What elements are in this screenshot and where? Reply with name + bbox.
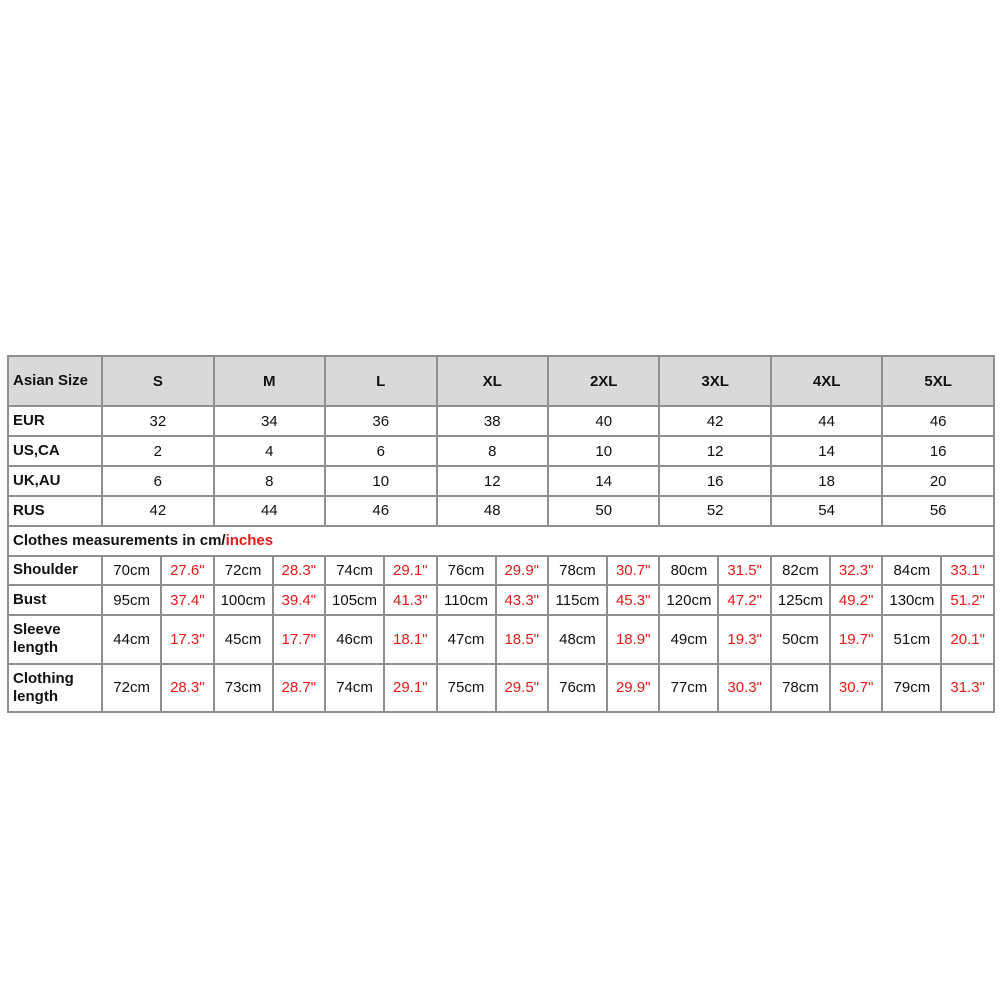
cm-value: 44cm (103, 616, 160, 662)
inch-value: 30.7" (831, 665, 881, 711)
size-value: 14 (549, 467, 658, 495)
inch-value: 28.3" (162, 665, 212, 711)
size-value: 18 (772, 467, 881, 495)
inch-value: 28.3" (274, 557, 324, 585)
table-row (9, 437, 993, 465)
inch-value: 27.6" (162, 557, 212, 585)
size-value: 34 (215, 407, 324, 435)
size-heading: 4XL (772, 357, 881, 405)
header-row (9, 357, 993, 405)
cm-value: 125cm (772, 586, 829, 614)
size-value: 16 (883, 437, 993, 465)
size-value: 6 (103, 467, 212, 495)
size-chart-table (7, 355, 995, 713)
cm-value: 115cm (549, 586, 606, 614)
cm-value: 76cm (549, 665, 606, 711)
size-value: 6 (326, 437, 435, 465)
row-label: EUR (9, 407, 101, 435)
row-label: RUS (9, 497, 101, 525)
row-label: Clothing length (9, 665, 101, 711)
inch-value: 39.4" (274, 586, 324, 614)
size-heading: 5XL (883, 357, 993, 405)
cm-value: 74cm (326, 557, 383, 585)
table-row (9, 557, 993, 585)
cm-value: 70cm (103, 557, 160, 585)
inch-value: 29.1" (385, 557, 435, 585)
cm-value: 77cm (660, 665, 717, 711)
size-value: 32 (103, 407, 212, 435)
inch-value: 17.3" (162, 616, 212, 662)
inch-value: 28.7" (274, 665, 324, 711)
cm-value: 82cm (772, 557, 829, 585)
size-value: 14 (772, 437, 881, 465)
header-label: Asian Size (9, 357, 101, 405)
size-value: 44 (215, 497, 324, 525)
table-row (9, 616, 993, 662)
inch-value: 47.2" (719, 586, 769, 614)
inch-value: 37.4" (162, 586, 212, 614)
cm-value: 51cm (883, 616, 940, 662)
cm-value: 72cm (215, 557, 272, 585)
size-value: 10 (326, 467, 435, 495)
inch-value: 31.3" (942, 665, 993, 711)
inch-value: 29.9" (608, 665, 658, 711)
size-heading: XL (438, 357, 547, 405)
section-highlight: inches (225, 532, 274, 550)
table-row (9, 665, 993, 711)
inch-value: 17.7" (274, 616, 324, 662)
inch-value: 18.9" (608, 616, 658, 662)
size-heading: 3XL (660, 357, 769, 405)
size-value: 8 (215, 467, 324, 495)
size-value: 12 (438, 467, 547, 495)
cm-value: 50cm (772, 616, 829, 662)
cm-value: 78cm (549, 557, 606, 585)
row-label: Sleeve length (9, 616, 101, 662)
cm-value: 48cm (549, 616, 606, 662)
inch-value: 20.1" (942, 616, 993, 662)
cm-value: 47cm (438, 616, 495, 662)
size-chart-body (9, 357, 993, 711)
size-value: 20 (883, 467, 993, 495)
size-value: 2 (103, 437, 212, 465)
cm-value: 45cm (215, 616, 272, 662)
inch-value: 49.2" (831, 586, 881, 614)
size-heading: 2XL (549, 357, 658, 405)
size-value: 56 (883, 497, 993, 525)
inch-value: 30.3" (719, 665, 769, 711)
inch-value: 29.1" (385, 665, 435, 711)
size-value: 46 (883, 407, 993, 435)
inch-value: 33.1" (942, 557, 993, 585)
section-title (9, 527, 993, 555)
size-value: 52 (660, 497, 769, 525)
size-value: 50 (549, 497, 658, 525)
size-value: 12 (660, 437, 769, 465)
table-row (9, 497, 993, 525)
row-label: UK,AU (9, 467, 101, 495)
size-value: 16 (660, 467, 769, 495)
cm-value: 76cm (438, 557, 495, 585)
size-value: 46 (326, 497, 435, 525)
size-value: 36 (326, 407, 435, 435)
table-row (9, 586, 993, 614)
section-row (9, 527, 993, 555)
cm-value: 80cm (660, 557, 717, 585)
inch-value: 18.1" (385, 616, 435, 662)
size-heading: L (326, 357, 435, 405)
table-row (9, 467, 993, 495)
cm-value: 120cm (660, 586, 717, 614)
cm-value: 79cm (883, 665, 940, 711)
cm-value: 100cm (215, 586, 272, 614)
size-heading: M (215, 357, 324, 405)
cm-value: 110cm (438, 586, 495, 614)
size-value: 38 (438, 407, 547, 435)
size-heading: S (103, 357, 212, 405)
row-label: US,CA (9, 437, 101, 465)
section-text: Clothes measurements in cm/ (13, 532, 226, 550)
cm-value: 72cm (103, 665, 160, 711)
cm-value: 75cm (438, 665, 495, 711)
size-value: 42 (660, 407, 769, 435)
cm-value: 49cm (660, 616, 717, 662)
size-value: 42 (103, 497, 212, 525)
cm-value: 130cm (883, 586, 940, 614)
cm-value: 105cm (326, 586, 383, 614)
size-value: 4 (215, 437, 324, 465)
size-value: 8 (438, 437, 547, 465)
inch-value: 31.5" (719, 557, 769, 585)
inch-value: 30.7" (608, 557, 658, 585)
row-label: Bust (9, 586, 101, 614)
inch-value: 43.3" (497, 586, 547, 614)
inch-value: 51.2" (942, 586, 993, 614)
cm-value: 78cm (772, 665, 829, 711)
size-value: 54 (772, 497, 881, 525)
inch-value: 45.3" (608, 586, 658, 614)
size-value: 10 (549, 437, 658, 465)
inch-value: 29.9" (497, 557, 547, 585)
cm-value: 74cm (326, 665, 383, 711)
size-value: 48 (438, 497, 547, 525)
cm-value: 73cm (215, 665, 272, 711)
inch-value: 19.3" (719, 616, 769, 662)
inch-value: 18.5" (497, 616, 547, 662)
cm-value: 46cm (326, 616, 383, 662)
inch-value: 29.5" (497, 665, 547, 711)
inch-value: 41.3" (385, 586, 435, 614)
row-label: Shoulder (9, 557, 101, 585)
table-row (9, 407, 993, 435)
size-value: 40 (549, 407, 658, 435)
inch-value: 19.7" (831, 616, 881, 662)
size-value: 44 (772, 407, 881, 435)
inch-value: 32.3" (831, 557, 881, 585)
cm-value: 95cm (103, 586, 160, 614)
cm-value: 84cm (883, 557, 940, 585)
